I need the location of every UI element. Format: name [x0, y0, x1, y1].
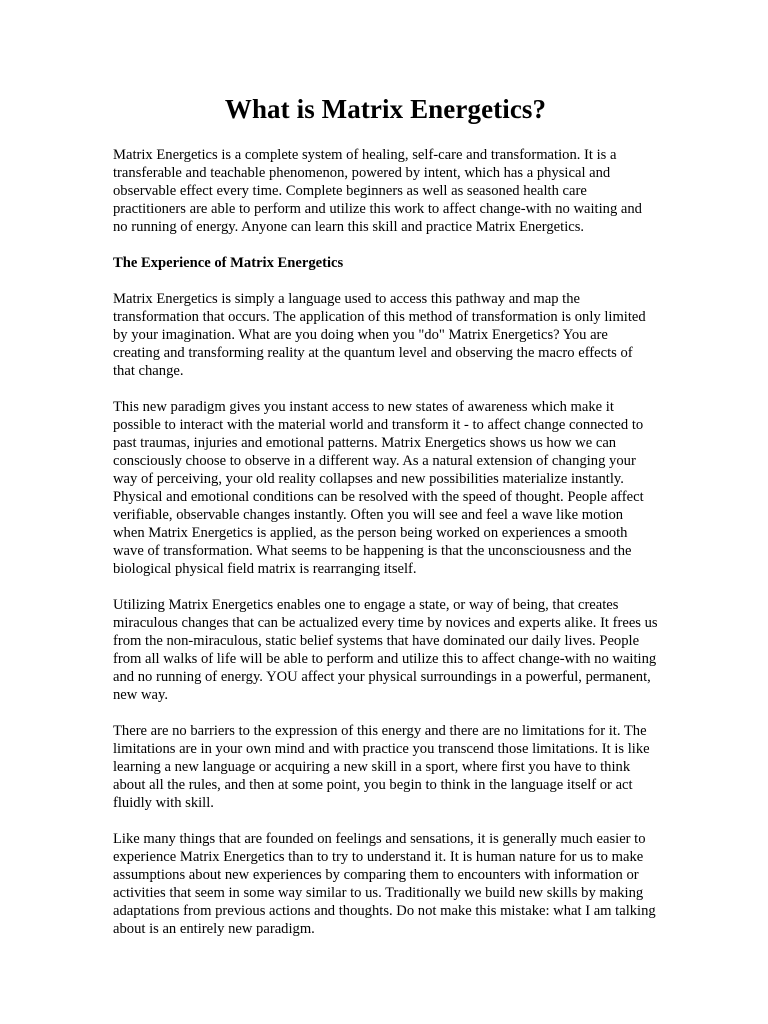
paragraph-feelings: Like many things that are founded on feelings and sensations, it is generally much easier to experience Matrix Energetics than to try to understand it. It is human nature for us to make assumptions about new experiences by comparing them to encounters with information or activities that seem in some way similar to us. Traditionally we build new skills by making adaptations from previous actions and thoughts. Do not make this mistake: what I am talking about is an entirely new paradigm.: [113, 831, 656, 937]
paragraph-barriers: There are no barriers to the expression of this energy and there are no limitations for it. The limitations are in your own mind and with practice you transcend those limitations. It is like learning a new language or acquiring a new skill in a sport, where first you have to think about all the rules, and then at some point, you begin to think in the language itself or act fluidly with skill.: [113, 723, 650, 811]
intro-paragraph: Matrix Energetics is a complete system of healing, self-care and transformation. It is a transferable and teachable phenomenon, powered by intent, which has a physical and observable effect every time. Complete beginners as well as seasoned health care practitioners are able to perform and utilize this work to affect change-with no waiting and no running of energy. Anyone can learn this skill and practice Matrix Energetics.: [113, 147, 642, 235]
paragraph-paradigm: This new paradigm gives you instant access to new states of awareness which make it possible to interact with the material world and transform it - to affect change connected to past traumas, injuries and emotional patterns. Matrix Energetics shows us how we can consciously choose to observe in a different way. As a natural extension of changing your way of perceiving, your old reality collapses and new possibilities materialize instantly. Physical and emotional conditions can be resolved with the speed of thought. People affect verifiable, observable changes instantly. Often you will see and feel a wave like motion when Matrix Energetics is applied, as the person being worked on experiences a smooth wave of transformation. What seems to be happening is that the unconsciousness and the biological physical field matrix is rearranging itself.: [113, 399, 644, 577]
section-heading: The Experience of Matrix Energetics: [113, 255, 344, 271]
document-page: [113, 92, 658, 956]
paragraph-language: Matrix Energetics is simply a language used to access this pathway and map the transformation that occurs. The application of this method of transformation is only limited by your imagination. What are you doing when you "do" Matrix Energetics? You are creating and transforming reality at the quantum level and observing the macro effects of that change.: [113, 291, 646, 379]
paragraph-utilizing: Utilizing Matrix Energetics enables one to engage a state, or way of being, that creates miraculous changes that can be actualized every time by novices and experts alike. It frees us from the non-miraculous, static belief systems that have dominated our daily lives. People from all walks of life will be able to perform and utilize this to affect change-with no waiting and no running of energy. YOU affect your physical surroundings in a powerful, permanent, new way.: [113, 597, 658, 703]
page-title: What is Matrix Energetics?: [224, 94, 547, 124]
